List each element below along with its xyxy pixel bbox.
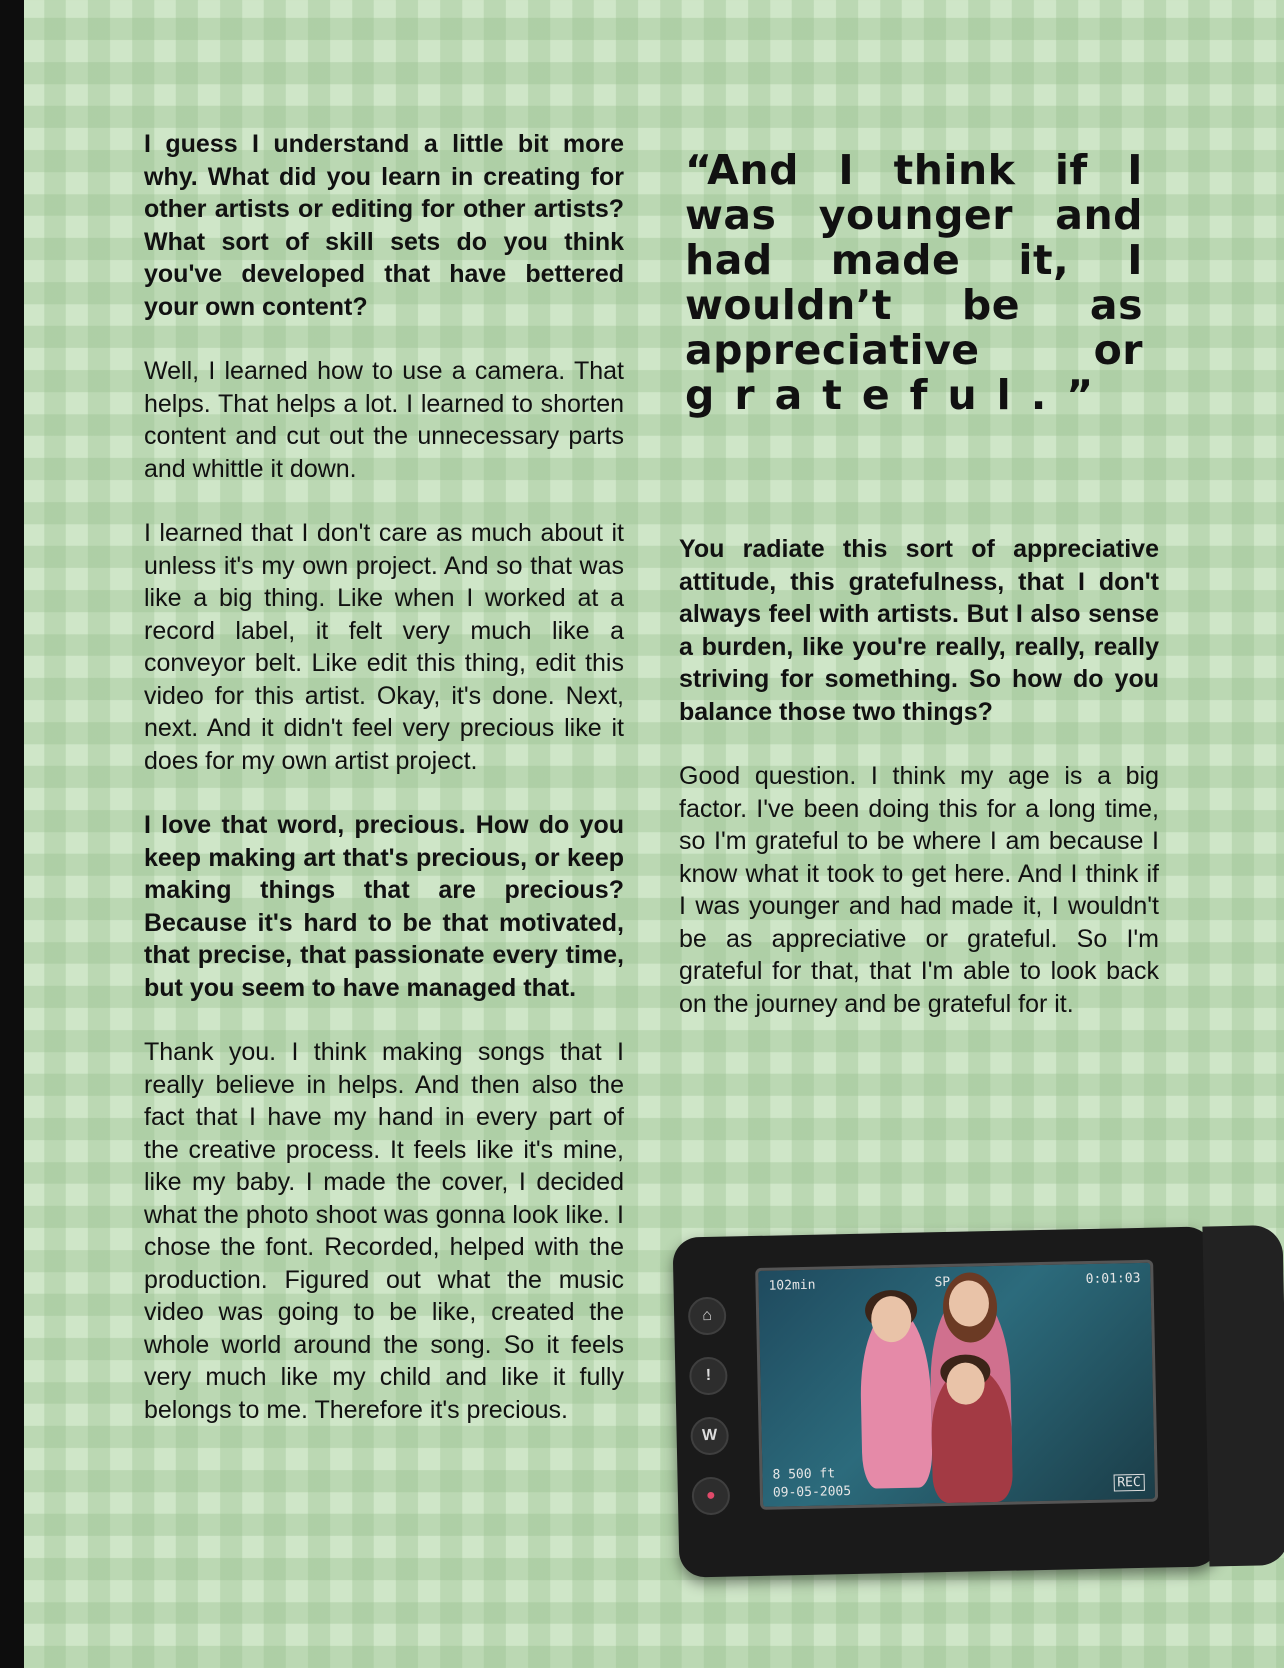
camcorder-image <box>672 1226 1219 1577</box>
hud-mode: SP <box>934 1274 951 1291</box>
interview-answer: I learned that I don't care as much about it unless it's my own project. And so that was like a big thing. Like when I worked at a record label, it felt very much like a conveyor belt. Like edit this thing, edit this video for this artist. Okay, it's done. Next, next. And it didn't feel very precious like it does for my own artist project. <box>144 519 624 775</box>
interview-answer: Good question. I think my age is a big factor. I've been doing this for a long time, so I'm grateful to be where I am because I know what it took to get here. And I think if I was younger and had made it, I wouldn't be as appreciative or grateful. So I'm grateful for that, that I'm able to look back on the journey and be grateful for it. <box>679 762 1159 1018</box>
exclamation-icon: ! <box>689 1357 728 1396</box>
hud-battery-time: 102min <box>768 1277 816 1294</box>
interview-answer: Well, I learned how to use a camera. That helps. That helps a lot. I learned to shorten content and cut out the unnecessary parts and whittle it down. <box>144 357 624 483</box>
pull-quote-last: grateful.” <box>685 371 1114 419</box>
left-column <box>144 128 624 1458</box>
interview-question: You radiate this sort of appreciative attitude, this gratefulness, that I don't always feel with artists. But I also sense a burden, like you're really, really, really striving for something. So how do you balance those two things? <box>679 535 1159 726</box>
hud-date: 09-05-2005 <box>772 1484 852 1501</box>
camcorder-hinge <box>1202 1225 1284 1567</box>
pull-quote <box>685 148 1143 418</box>
left-binding-edge <box>0 0 24 1668</box>
home-icon: ⌂ <box>688 1297 727 1336</box>
pull-quote-main: “And I think if I was younger and had made it, I wouldn’t be as appreciative or <box>685 146 1143 374</box>
interview-question: I love that word, precious. How do you keep making art that's precious, or keep making things that are precious? Because it's hard to be that motivated, that precise, that passionate every time, but you seem to have managed that. <box>144 811 624 1002</box>
interview-answer: Thank you. I think making songs that I really believe in helps. And then also the fact that I have my hand in every part of the creative process. It feels like it's mine, like my baby. I made the cover, I decided what the photo shoot was gonna look like. I chose the font. Recorded, helped with the production. Figured out what the music video was going to be like, created the whole world around the song. So it feels very much like my child and like it fully belongs to me. Therefore it's precious. <box>144 1038 624 1424</box>
hud-rec-badge: REC <box>1113 1474 1145 1492</box>
record-icon: ● <box>692 1477 731 1516</box>
hud-setting: 8 500 ft <box>772 1466 836 1483</box>
w-zoom-icon: W <box>690 1417 729 1456</box>
hud-timecode: 0:01:03 <box>1085 1270 1141 1288</box>
right-column <box>679 533 1159 1052</box>
camcorder-screen <box>755 1260 1158 1510</box>
interview-question: I guess I understand a little bit more why. What did you learn in creating for other artists or editing for other artists? What sort of skill sets do you think you've developed that have bettered your own content? <box>144 130 624 321</box>
